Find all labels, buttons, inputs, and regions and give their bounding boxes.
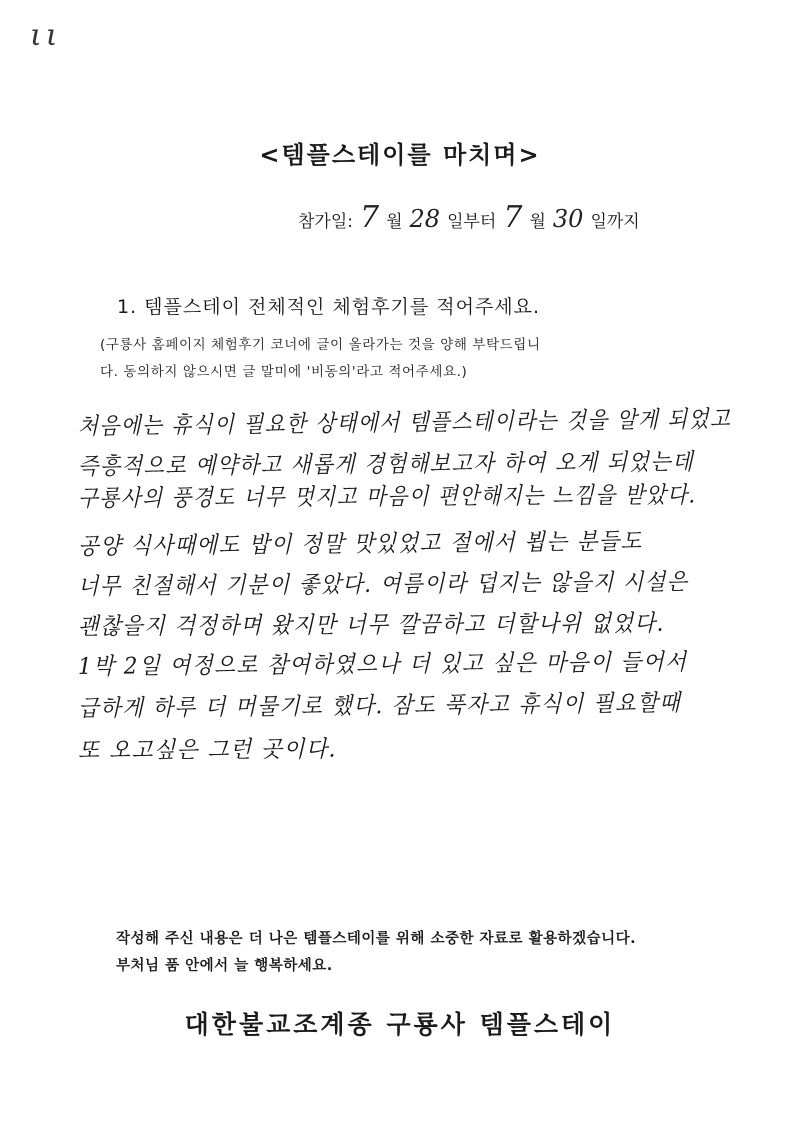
review-line: 괜찮을지 걱정하며 왔지만 너무 깔끔하고 더할나위 없었다.	[77, 610, 665, 640]
review-line: 급하게 하루 더 머물기로 했다. 잠도 푹자고 휴식이 필요할때	[77, 690, 682, 722]
footer-thanks-line: 작성해 주신 내용은 더 나은 템플스테이를 위해 소중한 자료로 활용하겠습니다.	[116, 931, 637, 947]
month-unit-label: 월	[529, 212, 546, 232]
review-line: 또 오고싶은 그런 곳이다.	[77, 736, 337, 764]
review-line: 너무 친절해서 기분이 좋았다. 여름이라 덥지는 않을지 시설은	[77, 569, 689, 600]
review-line: 구룡사의 풍경도 너무 멋지고 마음이 편안해지는 느낌을 받았다.	[77, 482, 697, 512]
page-title: <템플스테이를 마치며>	[259, 141, 541, 169]
end-day-handwritten: 30	[552, 205, 584, 233]
footer-blessing-line: 부처님 품 안에서 늘 행복하세요.	[116, 958, 333, 974]
handwritten-corner-mark: ιι	[30, 18, 62, 53]
end-month-handwritten: 7	[503, 200, 523, 235]
review-line: 1박 2일 여정으로 참여하였으나 더 있고 싶은 마음이 들어서	[77, 649, 688, 680]
start-month-handwritten: 7	[360, 200, 380, 235]
review-line: 즉흥적으로 예약하고 새롭게 경험해보고자 하여 오게 되었는데	[77, 449, 695, 480]
participation-dates	[298, 200, 640, 235]
question-1: 1. 템플스테이 전체적인 체험후기를 적어주세요.	[117, 296, 541, 318]
consent-note-line: (구룡사 홈페이지 체험후기 코너에 글이 올라가는 것을 양해 부탁드립니	[100, 337, 541, 353]
organization-name: 대한불교조계종 구룡사 템플스테이	[184, 1010, 616, 1039]
review-line: 공양 식사때에도 밥이 정말 맛있었고 절에서 뵙는 분들도	[77, 528, 643, 560]
month-unit-label: 월	[386, 212, 403, 232]
until-label: 일까지	[590, 212, 640, 232]
from-label: 일부터	[447, 212, 497, 232]
participation-label: 참가일:	[298, 212, 353, 232]
start-day-handwritten: 28	[409, 205, 441, 233]
consent-note-line: 다. 동의하지 않으시면 글 말미에 '비동의'라고 적어주세요.)	[100, 364, 468, 380]
review-line: 처음에는 휴식이 필요한 상태에서 템플스테이라는 것을 알게 되었고	[77, 406, 732, 440]
